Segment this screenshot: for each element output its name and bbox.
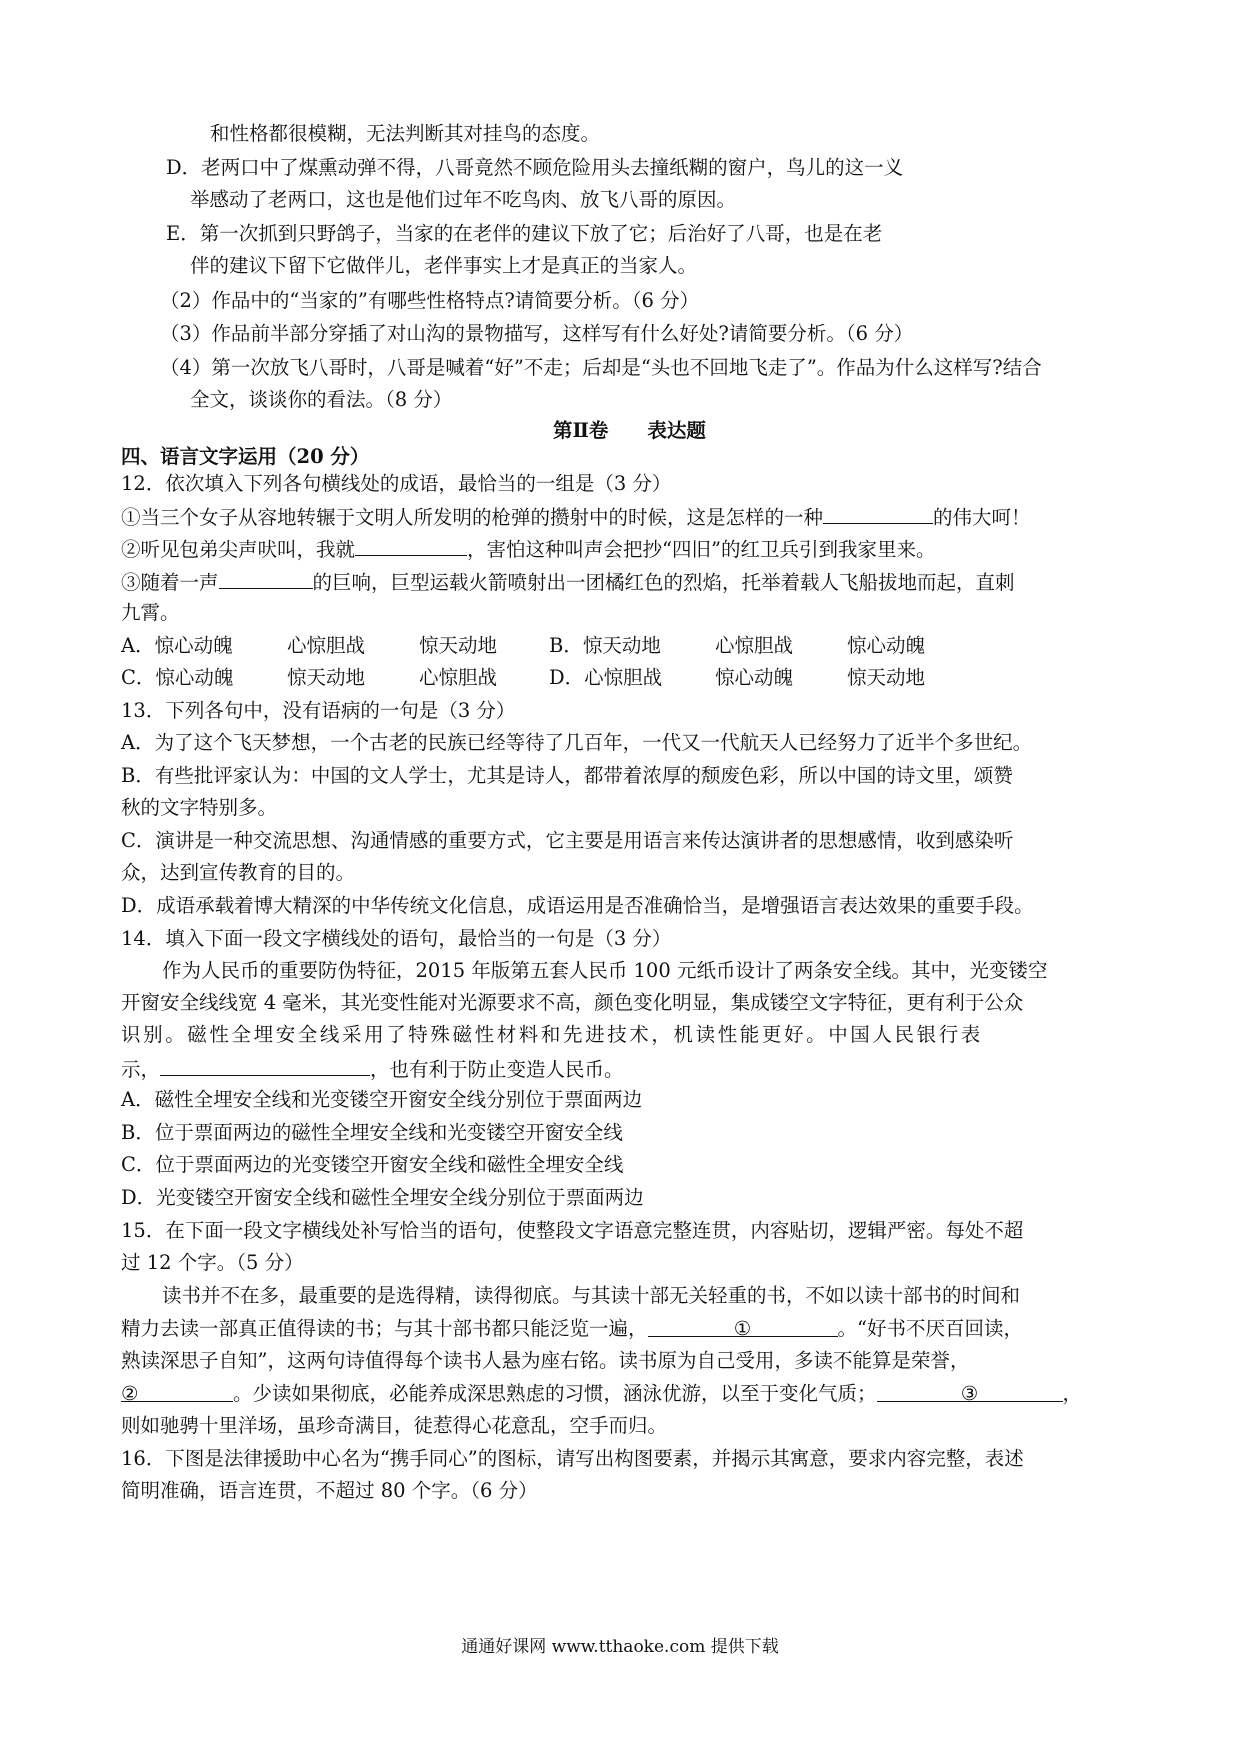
q12-s3-text-a: ③随着一声: [121, 571, 219, 594]
q15-text-d: ，: [1062, 1382, 1083, 1405]
q15-passage-line-2: [121, 1316, 1023, 1342]
q12-option-a-3: 惊天动地: [419, 634, 498, 657]
q14-passage-line-2: 开窗安全线线宽 4 毫米，其光变性能对光源要求不高，颜色变化明显，集成镂空文字特征，更有利于公众: [121, 991, 1024, 1014]
q12-blank-1: [823, 503, 933, 524]
q15-blank-1: ①: [648, 1316, 838, 1337]
q12-stem: 12．依次填入下列各句横线处的成语，最恰当的一组是（3 分）: [121, 472, 672, 495]
page-footer: 通通好课网 www.tthaoke.com 提供下载: [461, 1637, 779, 1657]
q13-option-d: D．成语承载着博大精深的中华传统文化信息，成语运用是否准确恰当，是增强语言表达效果的重要手段。: [121, 894, 1034, 917]
q12-option-c-2: 惊天动地: [287, 666, 366, 689]
q14-option-b: B．位于票面两边的磁性全埋安全线和光变镂空开窗安全线: [121, 1121, 623, 1144]
q15-text-b: 。“好书不厌百回读，: [837, 1317, 1023, 1340]
q12-option-a-2: 心惊胆战: [287, 634, 366, 657]
q12-s3-text-b: 的巨响，巨型运载火箭喷射出一团橘红色的烈焰，托举着载人飞船拔地而起，直刺: [312, 571, 1015, 594]
q12-s1-text-b: 的伟大呵！: [933, 506, 1031, 529]
q12-option-c-3: 心惊胆战: [419, 666, 498, 689]
q13-option-b-line-2: 秋的文字特别多。: [121, 796, 278, 819]
section-heading: 四、语言文字运用（20 分）: [121, 445, 370, 468]
q14-stem: 14．填入下面一段文字横线处的语句，最恰当的一句是（3 分）: [121, 927, 672, 950]
q12-option-b-1: B．惊天动地: [549, 634, 661, 657]
q13-option-b-line-1: B．有些批评家认为：中国的文人学士，尤其是诗人，都带着浓厚的颓废色彩，所以中国的诗文里，颂赞: [121, 764, 1013, 787]
option-d-line-2: 举感动了老两口，这也是他们过年不吃鸟肉、放飞八哥的原因。: [190, 188, 737, 211]
q14-passage-line-4: [121, 1055, 624, 1083]
question-2: （2）作品中的“当家的”有哪些性格特点?请简要分析。（6 分）: [160, 289, 700, 312]
question-3: （3）作品前半部分穿插了对山沟的景物描写，这样写有什么好处?请简要分析。（6 分）: [160, 322, 914, 345]
q15-text-a: 精力去读一部真正值得读的书；与其十部书都只能泛览一遍，: [121, 1317, 648, 1340]
option-e-line-2: 伴的建议下留下它做伴儿，老伴事实上才是真正的当家人。: [190, 254, 698, 277]
option-d-line-1: D．老两口中了煤熏动弹不得，八哥竟然不顾危险用头去撞纸糊的窗户，鸟儿的这一义: [166, 156, 904, 179]
q15-blank-2: ②: [121, 1381, 233, 1402]
q15-stem-line-2: 过 12 个字。（5 分）: [121, 1251, 304, 1274]
q16-line-2: 简明准确，语言连贯，不超过 80 个字。（6 分）: [121, 1479, 538, 1502]
q14-passage-line-1: 作为人民币的重要防伪特征，2015 年版第五套人民币 100 元纸币设计了两条安全线。其中，光变镂空: [162, 959, 1048, 982]
q12-option-a-1: A．惊心动魄: [121, 634, 233, 657]
q12-option-d-2: 惊心动魄: [715, 666, 794, 689]
q13-option-c-line-2: 众，达到宣传教育的目的。: [121, 861, 356, 884]
q13-option-a: A．为了这个飞天梦想，一个古老的民族已经等待了几百年，一代又一代航天人已经努力了近半个多世纪。: [121, 731, 1033, 754]
q15-passage-line-4: [121, 1381, 1082, 1407]
q13-option-c-line-1: C．演讲是一种交流思想、沟通情感的重要方式，它主要是用语言来传达演讲者的思想感情，收到感染听: [121, 829, 1014, 852]
q15-text-c: 。少读如果彻底，必能养成深思熟虑的习惯，涵泳优游，以至于变化气质；: [233, 1382, 877, 1405]
option-e-line-1: E．第一次抓到只野鸽子，当家的在老伴的建议下放了它；后治好了八哥，也是在老: [166, 222, 883, 245]
q13-stem: 13．下列各句中，没有语病的一句是（3 分）: [121, 699, 516, 722]
q15-passage-line-1: 读书并不在多，最重要的是选得精，读得彻底。与其读十部无关轻重的书，不如以读十部书的时间和: [162, 1284, 1021, 1307]
q12-sentence-3: [121, 568, 1015, 596]
q14-option-d: D．光变镂空开窗安全线和磁性全埋安全线分别位于票面两边: [121, 1186, 644, 1209]
part-heading: 第Ⅱ卷 表达题: [553, 419, 706, 442]
q12-s2-text-a: ②听见包弟尖声吠叫，我就: [121, 538, 356, 561]
q12-option-b-3: 惊心动魄: [847, 634, 926, 657]
q15-passage-line-3: 熟读深思子自知”，这两句诗值得每个读书人悬为座右铭。读书原为自己受用，多读不能算是荣誉，: [121, 1349, 970, 1372]
q12-sentence-2: [121, 535, 935, 563]
q15-passage-line-5: 则如驰骋十里洋场，虽珍奇满目，徒惹得心花意乱，空手而归。: [121, 1414, 668, 1437]
q14-option-a: A．磁性全埋安全线和光变镂空开窗安全线分别位于票面两边: [121, 1088, 643, 1111]
q12-s2-text-b: ，害怕这种叫声会把抄“四旧”的红卫兵引到我家里来。: [467, 538, 936, 561]
q12-option-d-3: 惊天动地: [847, 666, 926, 689]
question-4-line-1: （4）第一次放飞八哥时，八哥是喊着“好”不走；后却是“头也不回地飞走了”。作品为什么这样写?结合: [160, 356, 1042, 379]
q12-s1-text-a: ①当三个女子从容地转辗于文明人所发明的枪弹的攒射中的时候，这是怎样的一种: [121, 506, 824, 529]
q14-blank: [160, 1055, 370, 1076]
q14-passage-line-3: 识别。磁性全埋安全线采用了特殊磁性材料和先进技术，机读性能更好。中国人民银行表: [121, 1023, 983, 1046]
q14-option-c: C．位于票面两边的光变镂空开窗安全线和磁性全埋安全线: [121, 1153, 624, 1176]
q15-stem-line-1: 15．在下面一段文字横线处补写恰当的语句，使整段文字语意完整连贯，内容贴切，逻辑严密。每处不超: [121, 1219, 1024, 1242]
q12-blank-2: [355, 535, 467, 556]
q12-option-d-1: D．心惊胆战: [549, 666, 663, 689]
q16-line-1: 16．下图是法律援助中心名为“携手同心”的图标，请写出构图要素，并揭示其寓意，要求内容完整，表述: [121, 1447, 1024, 1470]
q12-blank-3: [219, 568, 313, 589]
q12-option-b-2: 心惊胆战: [715, 634, 794, 657]
option-c-continued: 和性格都很模糊，无法判断其对挂鸟的态度。: [210, 122, 601, 145]
q14-text-b: ，也有利于防止变造人民币。: [370, 1058, 624, 1081]
q12-sentence-1: [121, 503, 1031, 531]
q15-blank-3: ③: [877, 1381, 1063, 1402]
question-4-line-2: 全文，谈谈你的看法。（8 分）: [190, 388, 453, 411]
q14-text-a: 示，: [121, 1058, 161, 1081]
q12-sentence-3-cont: 九霄。: [121, 601, 180, 624]
q12-option-c-1: C．惊心动魄: [121, 666, 234, 689]
